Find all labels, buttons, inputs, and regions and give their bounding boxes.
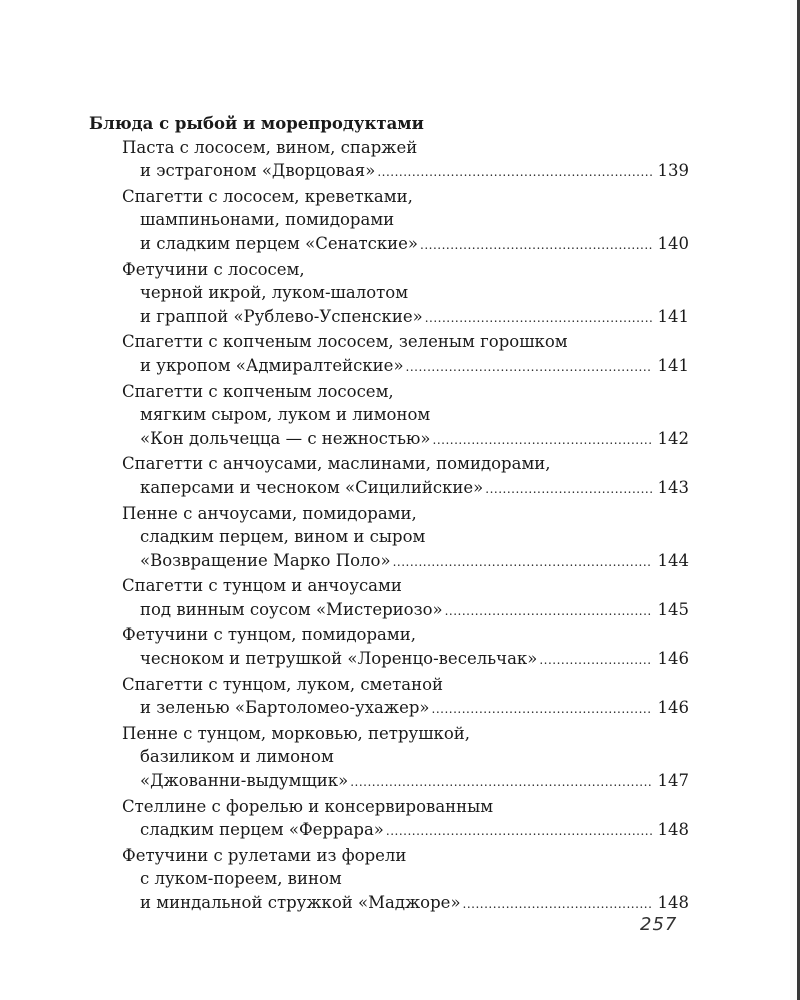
entry-page-number: 147	[657, 771, 689, 791]
dot-leader	[485, 478, 651, 502]
toc-entry	[89, 502, 689, 575]
entry-title-line: Паста с лососем, вином, спаржей	[122, 137, 418, 157]
entry-final-line	[89, 598, 689, 624]
entry-final-text: сладким перцем «Феррара»	[140, 820, 384, 840]
dot-leader	[425, 307, 652, 331]
entry-final-line	[89, 427, 689, 453]
dot-leader	[350, 771, 651, 795]
entry-final-text: и граппой «Рублево-Успенские»	[140, 306, 423, 326]
entry-continuation-line: шампиньонами, помидорами	[140, 210, 395, 230]
entry-continuation-line: черной икрой, луком-шалотом	[140, 283, 409, 303]
dot-leader	[433, 429, 652, 453]
toc-entry	[89, 330, 689, 379]
table-of-contents	[89, 112, 689, 917]
entry-final-text: и миндальной стружкой «Маджоре»	[140, 893, 461, 912]
entry-title-line: Фетучини с тунцом, помидорами,	[122, 625, 416, 645]
dot-leader	[386, 820, 652, 844]
entry-final-text: чесноком и петрушкой «Лоренцо-весельчак»	[140, 649, 538, 669]
entry-title-line: Спагетти с тунцом, луком, сметаной	[122, 674, 444, 694]
toc-entry	[89, 795, 689, 844]
toc-entry	[89, 574, 689, 623]
entry-title-line: Пенне с анчоусами, помидорами,	[122, 503, 417, 523]
dot-leader	[539, 649, 651, 673]
entry-page-number: 141	[657, 306, 689, 326]
entry-final-line	[89, 159, 689, 185]
entry-page-number: 146	[657, 698, 689, 718]
entry-final-line	[89, 232, 689, 258]
entry-page-number: 140	[657, 233, 689, 253]
entry-title-line: Спагетти с тунцом и анчоусами	[122, 576, 402, 596]
entry-final-text: и укропом «Адмиралтейские»	[140, 355, 404, 375]
entry-final-line	[89, 549, 689, 575]
entry-final-text: «Возвращение Марко Поло»	[140, 550, 391, 570]
entry-page-number: 139	[657, 161, 689, 181]
entry-title-line: Спагетти с анчоусами, маслинами, помидорами,	[122, 454, 551, 474]
toc-entry	[89, 673, 689, 722]
entry-title-line: Спагетти с копченым лососем, зеленым горошком	[122, 332, 568, 352]
entry-continuation-line: базиликом и лимоном	[140, 747, 334, 767]
toc-entry	[89, 136, 689, 185]
dot-leader	[406, 356, 652, 380]
dot-leader	[432, 698, 652, 722]
entry-final-text: и эстрагоном «Дворцовая»	[140, 161, 376, 181]
entry-continuation-line: с луком-пореем, вином	[140, 869, 342, 889]
entry-page-number: 145	[657, 599, 689, 619]
toc-entry	[89, 623, 689, 672]
entry-title-line: Спагетти с копченым лососем,	[122, 381, 394, 401]
entry-page-number: 142	[657, 428, 689, 448]
section-title: Блюда с рыбой и морепродуктами	[89, 114, 424, 133]
entry-final-line	[89, 354, 689, 380]
entry-final-text: «Кон дольчецца — с нежностью»	[140, 428, 431, 448]
toc-entry	[89, 844, 689, 917]
toc-entry	[89, 185, 689, 258]
dot-leader	[445, 600, 652, 624]
entry-continuation-line: сладким перцем, вином и сыром	[140, 527, 426, 547]
entry-final-line	[89, 769, 689, 795]
entry-title-line: Спагетти с лососем, креветками,	[122, 186, 413, 206]
entry-final-line	[89, 696, 689, 722]
entry-final-text: «Джованни-выдумщик»	[140, 771, 349, 791]
page-number: 257	[640, 914, 678, 935]
toc-entries	[89, 136, 689, 917]
dot-leader	[420, 234, 652, 258]
entry-final-line	[89, 647, 689, 673]
entry-final-line	[89, 305, 689, 331]
entry-final-line	[89, 891, 689, 917]
toc-entry	[89, 380, 689, 453]
entry-page-number: 144	[657, 550, 689, 570]
entry-title-line: Пенне с тунцом, морковью, петрушкой,	[122, 723, 471, 743]
entry-final-line	[89, 818, 689, 844]
entry-title-line: Стеллине с форелью и консервированным	[122, 796, 494, 816]
toc-entry	[89, 258, 689, 331]
entry-page-number: 146	[657, 649, 689, 669]
entry-title-line: Фетучини с рулетами из форели	[122, 845, 407, 865]
toc-entry	[89, 452, 689, 501]
dot-leader	[393, 551, 652, 575]
entry-page-number: 141	[657, 355, 689, 375]
entry-final-text: и сладким перцем «Сенатские»	[140, 233, 418, 253]
dot-leader	[377, 161, 651, 185]
entry-final-text: и зеленью «Бартоломео-ухажер»	[140, 698, 430, 718]
entry-continuation-line: мягким сыром, луком и лимоном	[140, 405, 431, 425]
dot-leader	[463, 893, 652, 917]
entry-final-text: под винным соусом «Мистериозо»	[140, 599, 443, 619]
entry-page-number: 148	[657, 893, 689, 912]
toc-entry	[89, 722, 689, 795]
entry-page-number: 148	[657, 820, 689, 840]
entry-final-text: каперсами и чесноком «Сицилийские»	[140, 477, 484, 497]
entry-final-line	[89, 476, 689, 502]
entry-page-number: 143	[657, 477, 689, 497]
entry-title-line: Фетучини с лососем,	[122, 259, 305, 279]
